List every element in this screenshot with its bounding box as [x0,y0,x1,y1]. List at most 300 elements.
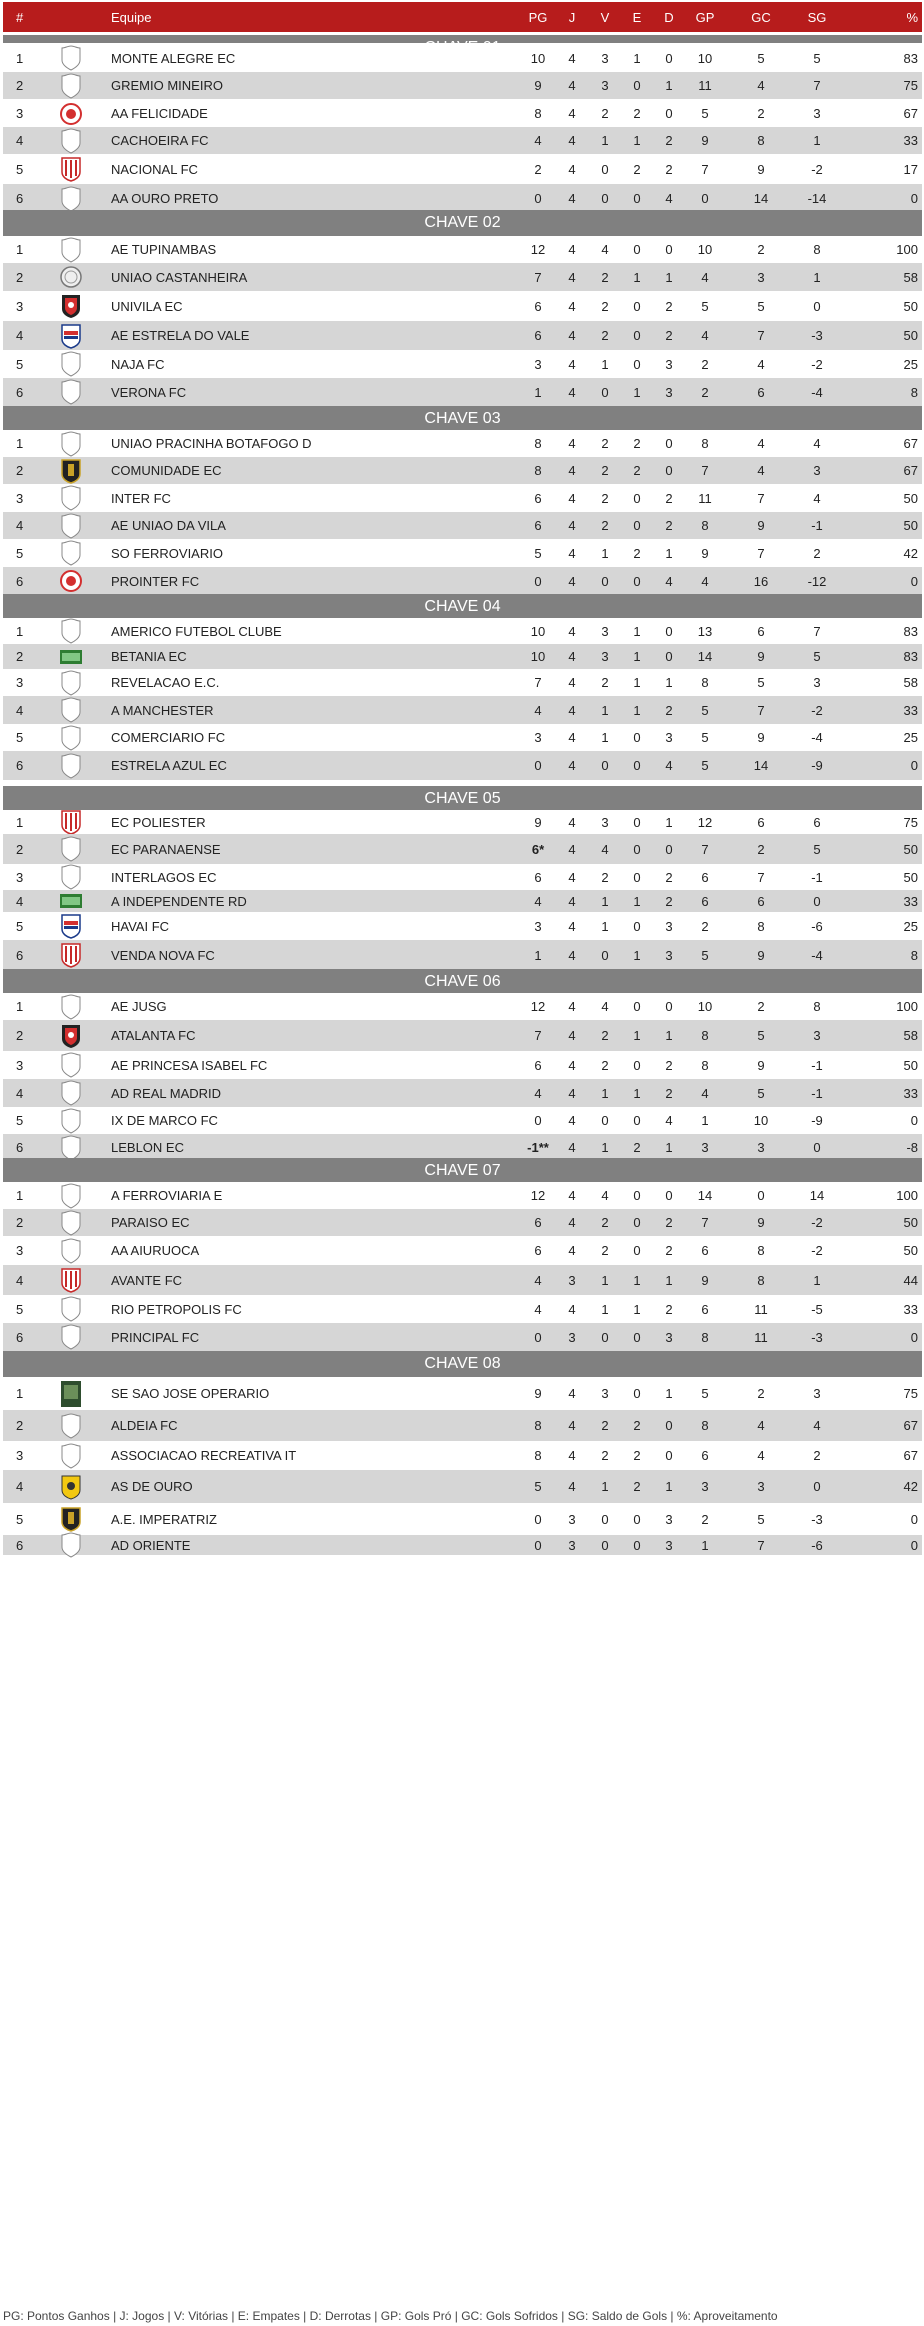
percentage-cell: 0 [910,758,918,773]
games-cell: 3 [568,1537,576,1553]
table-row[interactable] [3,912,922,940]
wins-cell: 2 [601,1057,609,1073]
team-crest-icon [51,184,91,213]
position-cell: 6 [16,573,24,589]
table-row[interactable] [3,484,922,512]
team-name-link[interactable]: AE ESTRELA DO VALE [111,328,250,343]
points-cell: 6 [534,518,542,533]
losses-cell: 0 [665,1418,673,1433]
wins-cell: 2 [601,675,609,690]
goals-against-cell: 6 [757,814,765,830]
wins-cell: 0 [601,947,609,963]
table-row[interactable] [3,263,922,291]
team-name-link[interactable]: AE JUSG [111,999,167,1014]
wins-cell: 3 [601,1386,609,1401]
goal-diff-cell: -3 [811,1511,823,1527]
team-name-link[interactable]: A INDEPENDENTE RD [111,893,247,909]
points-cell: 6 [534,328,542,343]
goal-diff-cell: 0 [813,1140,821,1155]
games-cell: 3 [568,1511,576,1527]
goals-for-cell: 3 [701,1140,709,1155]
table-row[interactable] [3,43,922,73]
percentage-cell: 50 [903,1215,918,1230]
position-cell: 3 [16,1243,24,1258]
goals-against-cell: 3 [757,1479,765,1494]
team-crest-icon [51,1107,91,1134]
table-row[interactable] [3,236,922,263]
team-name-link[interactable]: AE PRINCESA ISABEL FC [111,1057,268,1073]
table-row[interactable] [3,184,922,213]
team-name-link[interactable]: AS DE OURO [111,1479,193,1494]
games-cell: 4 [568,999,576,1014]
goals-for-cell: 2 [701,1511,709,1527]
goal-diff-cell: 3 [813,463,821,478]
wins-cell: 1 [601,133,609,148]
points-cell: 0 [534,1511,542,1527]
table-row[interactable] [3,291,922,321]
draws-cell: 0 [633,814,641,830]
table-row[interactable] [3,99,922,128]
table-row[interactable] [3,457,922,484]
team-crest-icon [51,1051,91,1079]
table-row[interactable] [3,751,922,780]
games-cell: 4 [568,545,576,561]
table-row[interactable] [3,864,922,890]
draws-cell: 1 [633,893,641,909]
position-cell: 2 [16,1215,24,1230]
team-name-link[interactable]: EC POLIESTER [111,814,206,830]
goals-for-cell: 0 [701,191,709,206]
draws-cell: 0 [633,1537,641,1553]
percentage-cell: 67 [903,1448,918,1463]
table-row[interactable] [3,127,922,154]
goal-diff-cell: -4 [811,947,823,963]
wins-cell: 2 [601,106,609,121]
losses-cell: 3 [665,1537,673,1553]
table-row[interactable] [3,1377,922,1410]
games-cell: 3 [568,1272,576,1288]
position-cell: 4 [16,702,24,718]
wins-cell: 1 [601,1272,609,1288]
team-name-link[interactable]: AD ORIENTE [111,1537,191,1553]
goal-diff-cell: -6 [811,1537,823,1553]
games-cell: 4 [568,1448,576,1463]
losses-cell: 1 [665,1028,673,1043]
team-name-link[interactable]: RIO PETROPOLIS FC [111,1301,242,1317]
position-cell: 3 [16,869,24,885]
team-crest-icon [51,751,91,780]
games-cell: 4 [568,242,576,257]
team-name-link[interactable]: PARAISO EC [111,1215,190,1230]
goal-diff-cell: -1 [811,1057,823,1073]
draws-cell: 0 [633,490,641,506]
team-name-link[interactable]: VERONA FC [111,384,187,400]
team-crest-icon [51,1295,91,1323]
team-crest-icon [51,1441,91,1470]
team-name-link[interactable]: PROINTER FC [111,573,200,589]
table-row[interactable] [3,1470,922,1503]
losses-cell: 1 [665,675,673,690]
team-name-link[interactable]: AE UNIAO DA VILA [111,518,226,533]
percentage-cell: 50 [903,1057,918,1073]
points-cell: 1 [534,947,542,963]
team-name-link[interactable]: UNIVILA EC [111,298,183,314]
wins-cell: 1 [601,702,609,718]
percentage-cell: 100 [896,999,918,1014]
group-name: CHAVE 03 [424,410,501,427]
table-row[interactable] [3,1265,922,1295]
points-cell: 2 [534,161,542,177]
percentage-cell: 67 [903,106,918,121]
table-row[interactable] [3,567,922,595]
losses-cell: 2 [665,1215,673,1230]
table-header [3,2,922,32]
table-row[interactable] [3,1535,922,1555]
team-name-link[interactable]: A MANCHESTER [111,702,214,718]
header-sg: SG [807,9,827,25]
goals-for-cell: 5 [701,758,709,773]
goals-against-cell: 4 [757,1448,765,1463]
draws-cell: 2 [633,1418,641,1433]
draws-cell: 0 [633,328,641,343]
team-name-link[interactable]: COMUNIDADE EC [111,463,222,478]
losses-cell: 1 [665,1386,673,1401]
goals-for-cell: 9 [701,545,709,561]
position-cell: 1 [16,1386,24,1401]
position-cell: 6 [16,384,24,400]
header-v: V [600,9,610,25]
percentage-cell: 0 [910,573,918,589]
losses-cell: 3 [665,730,673,745]
team-name-link[interactable]: REVELACAO E.C. [111,675,220,690]
table-row[interactable] [3,539,922,567]
goals-against-cell: 4 [757,78,765,93]
team-name-link[interactable]: AA FELICIDADE [111,106,208,121]
table-row[interactable] [3,1323,922,1351]
goals-against-cell: 5 [757,1028,765,1043]
group-header [3,786,922,812]
goals-against-cell: 9 [757,1215,765,1230]
header-pct: % [906,9,918,25]
goals-for-cell: 4 [701,328,709,343]
team-crest-icon [51,1323,91,1351]
team-name-link[interactable]: AMERICO FUTEBOL CLUBE [111,623,282,639]
table-row[interactable] [3,430,922,457]
percentage-cell: 67 [903,1418,918,1433]
team-name-link[interactable]: AA AIURUOCA [111,1243,200,1258]
table-row[interactable] [3,810,922,834]
draws-cell: 0 [633,1329,641,1345]
team-name-link[interactable]: HAVAI FC [111,918,170,934]
percentage-cell: 50 [903,298,918,314]
group-name: CHAVE 05 [424,790,501,807]
goals-against-cell: 11 [754,1301,768,1317]
table-row[interactable] [3,1051,922,1079]
wins-cell: 1 [601,356,609,372]
goals-for-cell: 7 [701,161,709,177]
percentage-cell: 75 [903,1386,918,1401]
percentage-cell: 25 [903,730,918,745]
wins-cell: 2 [601,1028,609,1043]
position-cell: 5 [16,545,24,561]
draws-cell: 0 [633,730,641,745]
wins-cell: 1 [601,1301,609,1317]
games-cell: 4 [568,814,576,830]
team-name-link[interactable]: NAJA FC [111,356,165,372]
goals-for-cell: 10 [697,242,713,257]
position-cell: 4 [16,1272,24,1288]
team-name-link[interactable]: EC PARANAENSE [111,841,221,857]
wins-cell: 2 [601,463,609,478]
team-name-link[interactable]: AVANTE FC [111,1272,183,1288]
table-row[interactable] [3,1503,922,1535]
team-name-link[interactable]: COMERCIARIO FC [111,730,226,745]
team-name-link[interactable]: ASSOCIACAO RECREATIVA IT [111,1448,297,1463]
games-cell: 4 [568,623,576,639]
table-row[interactable] [3,618,922,644]
table-row[interactable] [3,1107,922,1134]
points-cell: -1** [527,1140,549,1155]
table-row[interactable] [3,1209,922,1236]
goals-for-cell: 8 [701,1028,709,1043]
team-crest-icon [51,127,91,154]
draws-cell: 1 [633,623,641,639]
header-gp: GP [695,9,715,25]
team-name-link[interactable]: SO FERROVIARIO [111,545,223,561]
goal-diff-cell: -6 [811,918,823,934]
table-row[interactable] [3,834,922,864]
goal-diff-cell: -12 [807,573,827,589]
games-cell: 4 [568,1085,576,1101]
team-crest-icon [51,940,91,970]
team-name-link[interactable]: UNIAO CASTANHEIRA [111,269,248,285]
goals-for-cell: 11 [698,490,712,506]
table-row[interactable] [3,940,922,970]
goal-diff-cell: 4 [813,490,821,506]
table-row[interactable] [3,724,922,751]
team-name-link[interactable]: MONTE ALEGRE EC [111,50,236,66]
team-crest-icon [51,618,91,644]
draws-cell: 0 [633,1386,641,1401]
table-row[interactable] [3,378,922,406]
goals-against-cell: 16 [753,573,769,589]
table-row[interactable] [3,1182,922,1209]
losses-cell: 1 [665,814,673,830]
team-name-link[interactable]: AE TUPINAMBAS [111,242,217,257]
position-cell: 4 [16,893,24,909]
team-name-link[interactable]: ESTRELA AZUL EC [111,758,227,773]
table-row[interactable] [3,512,922,539]
team-crest-icon [51,567,91,595]
percentage-cell: 0 [910,1537,918,1553]
goal-diff-cell: 7 [813,623,821,639]
wins-cell: 2 [601,1418,609,1433]
wins-cell: 3 [601,814,609,830]
losses-cell: 2 [665,490,673,506]
wins-cell: 4 [601,999,609,1014]
draws-cell: 0 [633,1215,641,1230]
team-crest-icon [51,864,91,890]
goal-diff-cell: -2 [811,161,823,177]
table-row[interactable] [3,154,922,184]
table-row[interactable] [3,321,922,350]
games-cell: 4 [568,1028,576,1043]
goals-for-cell: 6 [701,1301,709,1317]
table-row[interactable] [3,1410,922,1441]
points-cell: 7 [534,1028,542,1043]
group-header [3,594,922,620]
goal-diff-cell: 2 [813,545,821,561]
table-row[interactable] [3,1295,922,1323]
team-name-link[interactable]: A.E. IMPERATRIZ [111,1511,217,1527]
draws-cell: 0 [633,356,641,372]
games-cell: 4 [568,841,576,857]
percentage-cell: 33 [903,133,918,148]
goal-diff-cell: 14 [809,1188,825,1203]
goals-against-cell: 6 [757,384,765,400]
goals-for-cell: 4 [701,573,709,589]
wins-cell: 2 [601,1243,609,1258]
team-name-link[interactable]: AA OURO PRETO [111,191,219,206]
team-name-link[interactable]: SE SAO JOSE OPERARIO [111,1386,270,1401]
goals-against-cell: 4 [757,436,765,451]
table-row[interactable] [3,890,922,912]
goals-against-cell: 5 [757,1085,765,1101]
table-row[interactable] [3,696,922,724]
percentage-cell: 0 [910,1113,918,1128]
wins-cell: 2 [601,869,609,885]
points-cell: 3 [534,730,542,745]
draws-cell: 1 [633,1028,641,1043]
position-cell: 5 [16,161,24,177]
games-cell: 4 [568,893,576,909]
goals-for-cell: 14 [697,1188,713,1203]
losses-cell: 1 [665,1140,673,1155]
points-cell: 8 [534,106,542,121]
group-header [3,210,922,236]
table-row[interactable] [3,669,922,696]
points-cell: 4 [534,893,542,909]
games-cell: 4 [568,1188,576,1203]
goals-for-cell: 2 [701,918,709,934]
games-cell: 4 [568,490,576,506]
goal-diff-cell: 5 [813,649,821,664]
goals-for-cell: 9 [701,1272,709,1288]
team-name-link[interactable]: UNIAO PRACINHA BOTAFOGO D [111,436,312,451]
header-pos: # [16,9,24,25]
percentage-cell: 50 [903,490,918,506]
percentage-cell: 17 [903,161,918,177]
group-name: CHAVE 08 [424,1355,501,1372]
losses-cell: 2 [665,133,673,148]
team-name-link[interactable]: CACHOEIRA FC [111,133,209,148]
goals-for-cell: 2 [701,356,709,372]
wins-cell: 4 [601,1188,609,1203]
goal-diff-cell: -2 [811,356,823,372]
losses-cell: 0 [665,106,673,121]
points-cell: 0 [534,1329,542,1345]
losses-cell: 0 [665,649,673,664]
table-row[interactable] [3,993,922,1020]
goals-against-cell: 2 [757,999,765,1014]
table-row[interactable] [3,1079,922,1107]
goals-against-cell: 14 [753,758,769,773]
team-name-link[interactable]: INTERLAGOS EC [111,869,217,885]
games-cell: 4 [568,1113,576,1128]
percentage-cell: 44 [903,1272,918,1288]
team-name-link[interactable]: BETANIA EC [111,649,187,664]
team-name-link[interactable]: IX DE MARCO FC [111,1113,218,1128]
table-row[interactable] [3,1236,922,1265]
team-name-link[interactable]: GREMIO MINEIRO [111,78,223,93]
goal-diff-cell: -2 [811,702,823,718]
goals-for-cell: 3 [701,1479,709,1494]
team-name-link[interactable]: LEBLON EC [111,1140,184,1155]
table-row[interactable] [3,1441,922,1470]
points-cell: 9 [534,78,542,93]
table-row[interactable] [3,644,922,669]
goal-diff-cell: 1 [813,269,821,285]
games-cell: 4 [568,1386,576,1401]
games-cell: 4 [568,1479,576,1494]
draws-cell: 0 [633,999,641,1014]
goals-for-cell: 1 [701,1537,709,1553]
team-name-link[interactable]: A FERROVIARIA E [111,1188,223,1203]
wins-cell: 3 [601,50,609,66]
percentage-cell: 0 [910,1329,918,1345]
position-cell: 1 [16,242,24,257]
goals-for-cell: 5 [701,730,709,745]
wins-cell: 0 [601,1329,609,1345]
goal-diff-cell: -9 [811,758,823,773]
losses-cell: 2 [665,298,673,314]
wins-cell: 2 [601,269,609,285]
goal-diff-cell: -5 [811,1301,823,1317]
team-crest-icon [51,291,91,321]
table-row[interactable] [3,350,922,378]
goal-diff-cell: -2 [811,1215,823,1230]
team-name-link[interactable]: PRINCIPAL FC [111,1329,200,1345]
goals-for-cell: 12 [697,814,713,830]
team-name-link[interactable]: NACIONAL FC [111,161,198,177]
losses-cell: 0 [665,436,673,451]
table-row[interactable] [3,1134,922,1161]
losses-cell: 3 [665,1511,673,1527]
team-name-link[interactable]: VENDA NOVA FC [111,947,215,963]
team-name-link[interactable]: AD REAL MADRID [111,1085,222,1101]
table-row[interactable] [3,72,922,99]
draws-cell: 0 [633,1511,641,1527]
goal-diff-cell: -9 [811,1113,823,1128]
points-cell: 0 [534,1113,542,1128]
team-name-link[interactable]: ATALANTA FC [111,1028,196,1043]
games-cell: 4 [568,918,576,934]
team-name-link[interactable]: ALDEIA FC [111,1418,178,1433]
losses-cell: 0 [665,1188,673,1203]
team-name-link[interactable]: INTER FC [111,490,171,506]
goals-against-cell: 2 [757,106,765,121]
points-cell: 7 [534,269,542,285]
games-cell: 4 [568,1243,576,1258]
games-cell: 4 [568,675,576,690]
draws-cell: 0 [633,242,641,257]
position-cell: 2 [16,841,24,857]
table-row[interactable] [3,1020,922,1051]
team-crest-icon [51,696,91,724]
draws-cell: 0 [633,1057,641,1073]
team-crest-icon [51,1503,91,1535]
losses-cell: 2 [665,1057,673,1073]
